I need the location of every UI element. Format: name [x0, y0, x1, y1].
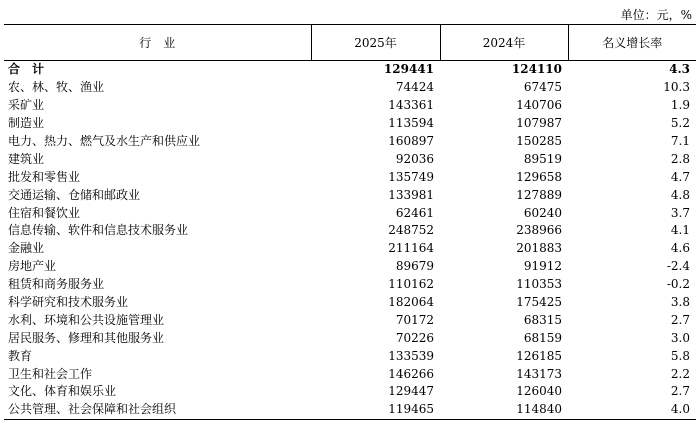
cell-growth: 4.6 — [670, 241, 690, 256]
cell-growth: 10.3 — [663, 80, 690, 95]
cell-growth: 4.7 — [670, 169, 690, 184]
cell-2024: 89519 — [523, 151, 562, 166]
cell-industry: 住宿和餐饮业 — [8, 205, 81, 220]
table-row — [4, 294, 696, 312]
table-body — [4, 61, 696, 420]
cell-2025: 89679 — [395, 259, 434, 274]
unit-note: 单位：元，% — [620, 8, 692, 22]
cell-2024: 175425 — [516, 295, 562, 310]
table-row — [4, 168, 696, 186]
cell-industry: 租赁和商务服务业 — [8, 277, 105, 292]
cell-2025: 211164 — [388, 241, 434, 256]
cell-industry: 电力、热力、燃气及水生产和供应业 — [8, 134, 201, 148]
cell-2024: 114840 — [440, 401, 568, 419]
cell-2024: 91912 — [523, 259, 562, 274]
cell-2025: 129441 — [383, 62, 434, 77]
cell-growth: 2.7 — [670, 384, 690, 399]
cell-industry: 制造业 — [8, 116, 45, 131]
table-row — [4, 97, 696, 115]
cell-2024: 124110 — [511, 62, 562, 77]
header-2024: 2024年 — [440, 25, 568, 61]
cell-2024: 140706 — [516, 98, 562, 113]
table-row — [4, 276, 696, 294]
cell-2025: 74424 — [395, 80, 434, 95]
cell-2024: 67475 — [523, 80, 562, 95]
cell-industry: 科学研究和技术服务业 — [8, 295, 129, 310]
cell-growth: 3.7 — [670, 205, 690, 220]
cell-industry: 教育 — [8, 348, 33, 363]
cell-growth: 2.2 — [670, 366, 690, 381]
table-row — [4, 79, 696, 97]
cell-industry: 批发和零售业 — [8, 169, 81, 184]
cell-growth: 2.7 — [670, 312, 690, 327]
cell-industry: 水利、环境和公共设施管理业 — [8, 312, 165, 327]
cell-2025: 248752 — [388, 223, 434, 238]
cell-industry: 农、林、牧、渔业 — [8, 80, 105, 95]
cell-growth: 2.8 — [670, 151, 690, 166]
table-row — [4, 311, 696, 329]
cell-2024: 126185 — [516, 348, 562, 363]
cell-2025: 110162 — [388, 277, 434, 292]
cell-2024: 127889 — [516, 187, 562, 202]
cell-2025: 160897 — [388, 134, 434, 148]
header-industry: 行 业 — [4, 25, 311, 61]
table-row — [4, 222, 696, 240]
table-row — [4, 150, 696, 168]
cell-industry: 信息传输、软件和信息技术服务业 — [8, 223, 189, 238]
cell-2024: 60240 — [523, 205, 562, 220]
cell-2024: 126040 — [516, 384, 562, 399]
table-row — [4, 133, 696, 151]
cell-2025: 146266 — [388, 366, 434, 381]
cell-growth: 4.0 — [568, 401, 696, 419]
cell-growth: 4.8 — [670, 187, 690, 202]
cell-growth: 5.8 — [670, 348, 690, 363]
cell-growth: 7.1 — [670, 134, 690, 148]
cell-growth: 4.3 — [669, 62, 690, 77]
cell-2025: 129447 — [388, 384, 434, 399]
table-row — [4, 401, 696, 419]
table-row — [4, 329, 696, 347]
cell-industry: 公共管理、社会保障和社会组织 — [4, 401, 311, 419]
cell-2025: 62461 — [395, 205, 434, 220]
table-row-total — [4, 61, 696, 79]
cell-2025: 92036 — [395, 151, 434, 166]
cell-2024: 107987 — [516, 116, 562, 131]
cell-industry: 采矿业 — [8, 98, 45, 113]
cell-2025: 143361 — [388, 98, 434, 113]
table-row — [4, 204, 696, 222]
wage-table — [4, 24, 696, 420]
cell-2024: 143173 — [516, 366, 562, 381]
cell-2025: 70226 — [395, 330, 434, 345]
cell-growth: 4.1 — [670, 223, 690, 238]
table-row — [4, 365, 696, 383]
cell-growth: -0.2 — [666, 277, 690, 292]
cell-2025: 70172 — [395, 312, 434, 327]
cell-2024: 68159 — [523, 330, 562, 345]
cell-2025: 119465 — [311, 401, 440, 419]
cell-2025: 135749 — [388, 169, 434, 184]
table-row — [4, 186, 696, 204]
cell-2025: 113594 — [388, 116, 434, 131]
cell-growth: 3.8 — [670, 295, 690, 310]
table-row — [4, 383, 696, 401]
cell-growth: 5.2 — [670, 116, 690, 131]
cell-growth: -2.4 — [666, 259, 690, 274]
cell-2024: 201883 — [516, 241, 562, 256]
cell-2025: 182064 — [388, 295, 434, 310]
cell-2025: 133981 — [388, 187, 434, 202]
cell-2024: 129658 — [516, 169, 562, 184]
cell-industry: 合 计 — [8, 62, 45, 77]
cell-2025: 133539 — [388, 348, 434, 363]
cell-industry: 卫生和社会工作 — [8, 366, 93, 381]
header-2025: 2025年 — [311, 25, 440, 61]
cell-2024: 68315 — [523, 312, 562, 327]
cell-2024: 150285 — [516, 134, 562, 148]
cell-growth: 3.0 — [670, 330, 690, 345]
cell-industry: 金融业 — [8, 241, 45, 256]
cell-industry: 居民服务、修理和其他服务业 — [8, 330, 165, 345]
cell-industry: 交通运输、仓储和邮政业 — [8, 187, 141, 202]
table-row — [4, 347, 696, 365]
table-row — [4, 115, 696, 133]
cell-industry: 房地产业 — [8, 259, 57, 274]
cell-industry: 文化、体育和娱乐业 — [8, 384, 117, 399]
table-row — [4, 240, 696, 258]
table-header-row — [4, 25, 696, 61]
cell-2024: 238966 — [516, 223, 562, 238]
header-growth: 名义增长率 — [568, 25, 696, 61]
table-row — [4, 258, 696, 276]
cell-growth: 1.9 — [670, 98, 690, 113]
cell-industry: 建筑业 — [8, 151, 45, 166]
cell-2024: 110353 — [516, 277, 562, 292]
